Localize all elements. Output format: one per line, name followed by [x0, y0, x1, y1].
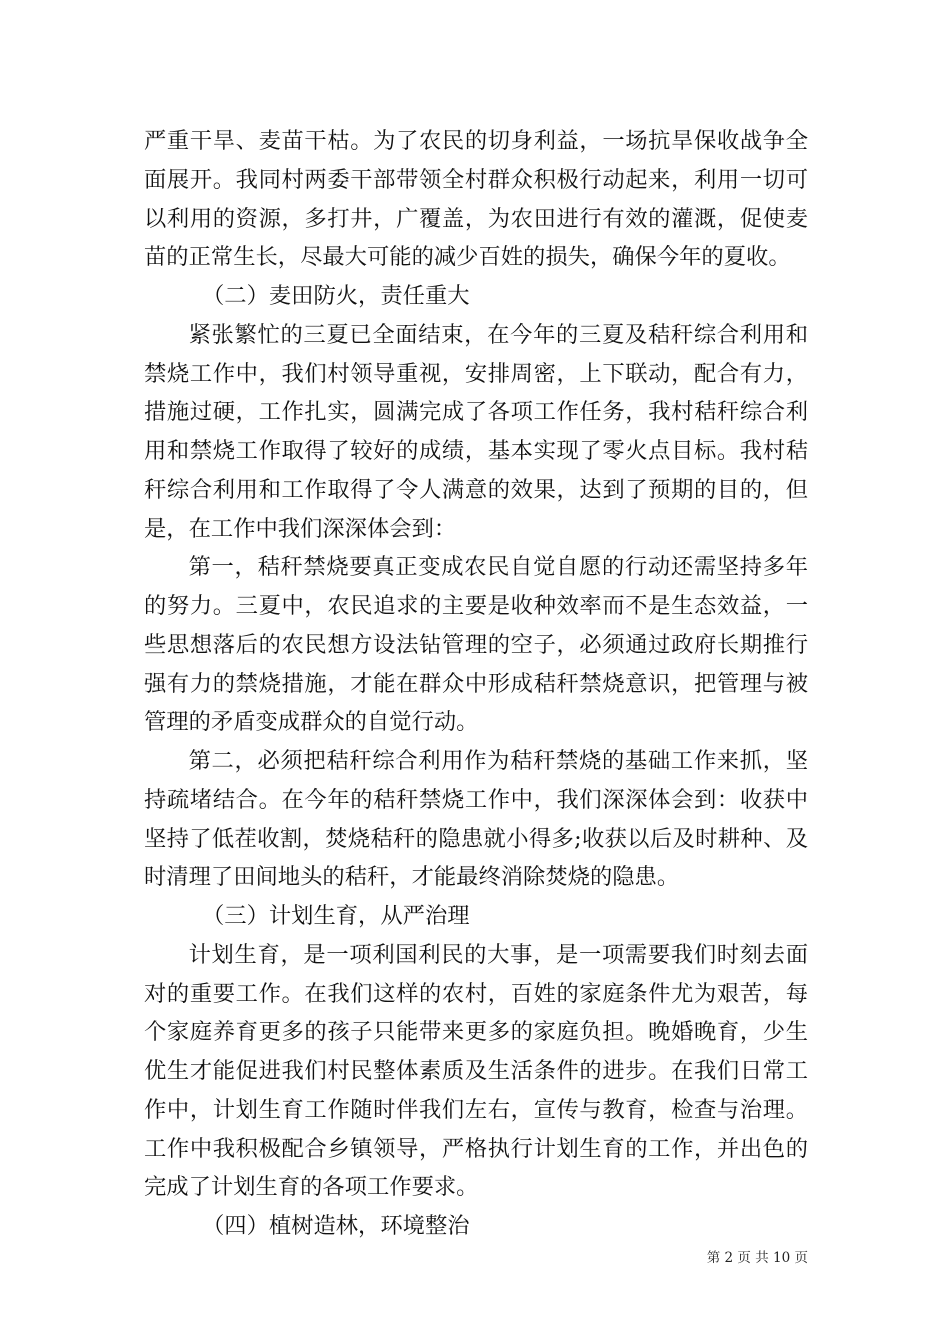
section-heading-family-planning: （三）计划生育，从严治理 — [201, 903, 470, 929]
paragraph-first-point: 第一，秸秆禁烧要真正变成农民自觉自愿的行动还需坚持多年的努力。三夏中，农民追求的主要是收种效率而不是生态效益，一些思想落后的农民想方设法钻管理的空子，必须通过政府长期推行强有力的禁烧措施，才能在群众中形成秸秆禁烧意识，把管理与被管理的矛盾变成群众的自觉行动。 — [144, 554, 808, 736]
section-heading-afforestation: （四）植树造林，环境整治 — [201, 1213, 470, 1239]
paragraph-second-point: 第二，必须把秸秆综合利用作为秸秆禁烧的基础工作来抓，坚持疏堵结合。在今年的秸秆禁烧工作中，我们深深体会到：收获中坚持了低茬收割，焚烧秸秆的隐患就小得多;收获以后及时耕种、及时清理了田间地头的秸秆，才能最终消除焚烧的隐患。 — [144, 748, 808, 891]
paragraph-drought-relief: 严重干旱、麦苗干枯。为了农民的切身利益，一场抗旱保收战争全面展开。我同村两委干部带领全村群众积极行动起来，利用一切可以利用的资源，多打井，广覆盖，为农田进行有效的灌溉，促使麦苗的正常生长，尽最大可能的减少百姓的损失，确保今年的夏收。 — [144, 128, 808, 271]
paragraph-straw-burning-summary: 紧张繁忙的三夏已全面结束，在今年的三夏及秸秆综合利用和禁烧工作中，我们村领导重视，安排周密，上下联动，配合有力，措施过硬，工作扎实，圆满完成了各项工作任务，我村秸秆综合利用和禁烧工作取得了较好的成绩，基本实现了零火点目标。我村秸秆综合利用和工作取得了令人满意的效果，达到了预期的目的，但是，在工作中我们深深体会到： — [144, 321, 808, 542]
document-body — [144, 122, 808, 1246]
paragraph-family-planning: 计划生育，是一项利国利民的大事，是一项需要我们时刻去面对的重要工作。在我们这样的农村，百姓的家庭条件尤为艰苦，每个家庭养育更多的孩子只能带来更多的家庭负担。晚婚晚育，少生优生才能促进我们村民整体素质及生活条件的进步。在我们日常工作中，计划生育工作随时伴我们左右，宣传与教育，检查与治理。工作中我积极配合乡镇领导，严格执行计划生育的工作，并出色的完成了计划生育的各项工作要求。 — [144, 941, 808, 1201]
page-number-footer: 第 2 页 共 10 页 — [706, 1250, 808, 1266]
section-heading-fire-prevention: （二）麦田防火，责任重大 — [201, 283, 470, 309]
